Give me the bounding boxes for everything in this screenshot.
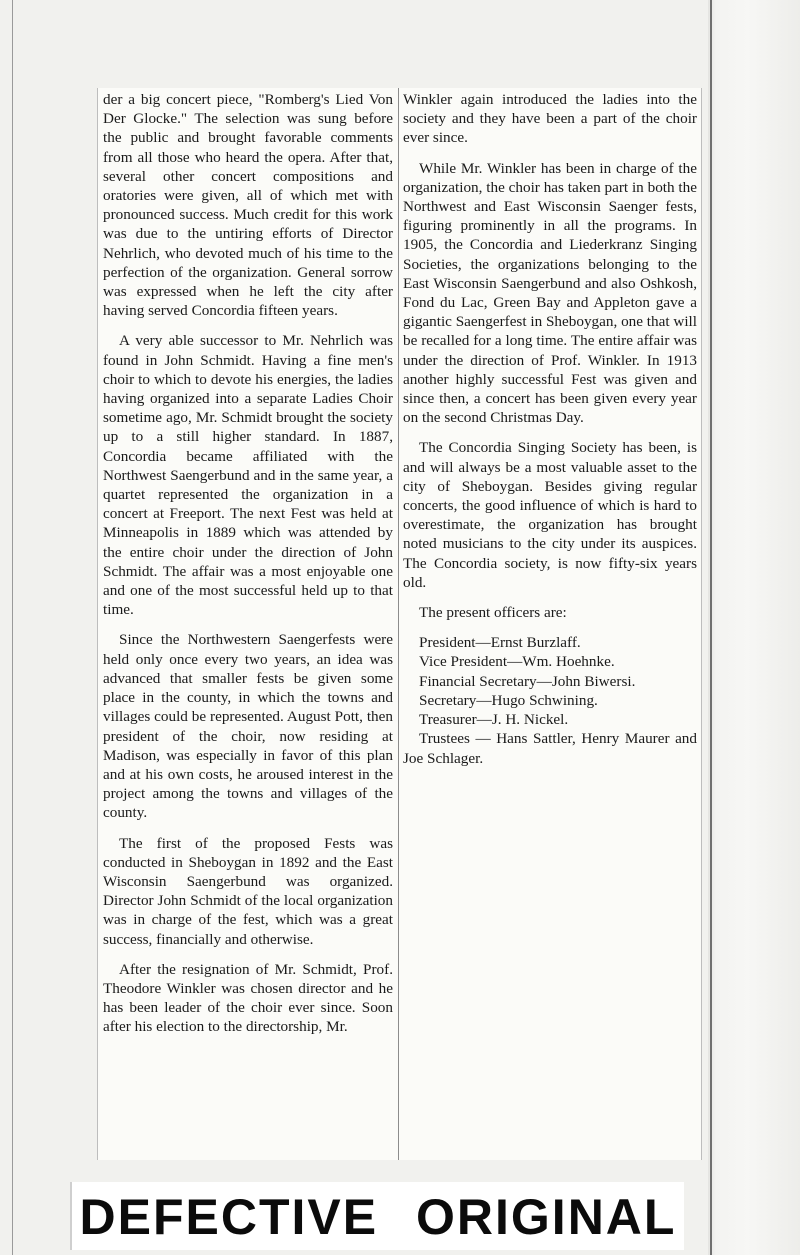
column-divider [398, 88, 399, 1160]
article-paragraph: A very able successor to Mr. Nehrlich was found in John Schmidt. Having a fine men's choir to which to devote his energies, the ladies having organized into a separate Ladies Choir sometime ago, Mr. Schmidt brought the society up to a still higher standard. In 1887, Concordia became affiliated with the Northwest Saengerbund and in the same year, a quartet represented the organization in a concert at Freeport. The next Fest was held at Minneapolis in 1889 which was attended by the entire choir under the direction of John Schmidt. The affair was a most enjoyable one and one of the most successful held up to that time. [103, 332, 393, 619]
clipping-right-edge [701, 88, 702, 1160]
officer-entry: Secretary—Hugo Schwining. [419, 691, 598, 709]
article-left-column [103, 88, 393, 1160]
officer-entry: Trustees — Hans Sattler, Henry Maurer and Joe Schlager. [403, 730, 697, 767]
article-paragraph: After the resignation of Mr. Schmidt, Prof. Theodore Winkler was chosen director and he has been leader of the choir ever since. Soon after his election to the directorship, Mr. [103, 960, 393, 1036]
clipping-left-edge [97, 88, 98, 1160]
article-paragraph: der a big concert piece, "Romberg's Lied Von Der Glocke." The selection was sung before the public and brought favorable comments from all those who heard the opera. After that, several other concert compositions and oratories were given, all of which met with pronounced success. Much credit for this work was due to the untiring efforts of Director Nehrlich, who devoted much of his time to the perfection of the organization. General sorrow was expressed when he left the city after having served Concordia fifteen years. [103, 91, 393, 320]
article-paragraph: The first of the proposed Fests was conducted in Sheboygan in 1892 and the East Wisconsin Saengerbund was organized. Director John Schmidt of the local organization was in charge of the fest, which was a great success, financially and otherwise. [103, 834, 393, 948]
officer-entry: Treasurer—J. H. Nickel. [419, 711, 569, 729]
scan-right-shadow [708, 0, 800, 1255]
officer-entry: President—Ernst Burzlaff. [419, 634, 581, 652]
defective-original-stamp [70, 1182, 684, 1250]
scan-right-edge [710, 0, 712, 1255]
stamp-label: DEFECTIVE ORIGINAL [79, 1189, 677, 1245]
newspaper-clipping [97, 88, 702, 1160]
officers-list [403, 633, 697, 767]
officer-entry: Vice President—Wm. Hoehnke. [419, 653, 615, 671]
article-right-column [403, 88, 697, 1160]
article-paragraph: The Concordia Singing Society has been, is and will always be a most valuable asset to the city of Sheboygan. Besides giving regular concerts, the good influence of which is hard to overestimate, the organization has brought noted musicians to the city under its auspices. The Concordia society, is now fifty-six years old. [403, 439, 697, 591]
officers-heading: The present officers are: [419, 604, 567, 622]
article-paragraph: Since the Northwestern Saengerfests were held only once every two years, an idea was advanced that smaller fests be given some place in the county, in which the towns and villages could be represented. August Pott, then president of the choir, now residing at Madison, was especially in favor of this plan and at his own costs, he aroused interest in the project among the towns and villages of the county. [103, 631, 393, 822]
article-paragraph: While Mr. Winkler has been in charge of the organization, the choir has taken part in both the Northwest and East Wisconsin Saenger fests, figuring prominently in all the programs. In 1905, the Concordia and Liederkranz Singing Societies, the organizations belonging to the East Wisconsin Saengerbund and also Oshkosh, Fond du Lac, Green Bay and Appleton gave a gigantic Saengerfest in Sheboygan, one that will be recalled for a long time. The entire affair was under the direction of Prof. Winkler. In 1913 another highly successful Fest was given and since then, a concert has been given every year on the second Christmas Day. [403, 159, 697, 427]
officer-entry: Financial Secretary—John Biwersi. [419, 672, 636, 690]
article-paragraph: Winkler again introduced the ladies into the society and they have been a part of the choir ever since. [403, 91, 697, 147]
scan-left-border [12, 0, 13, 1255]
